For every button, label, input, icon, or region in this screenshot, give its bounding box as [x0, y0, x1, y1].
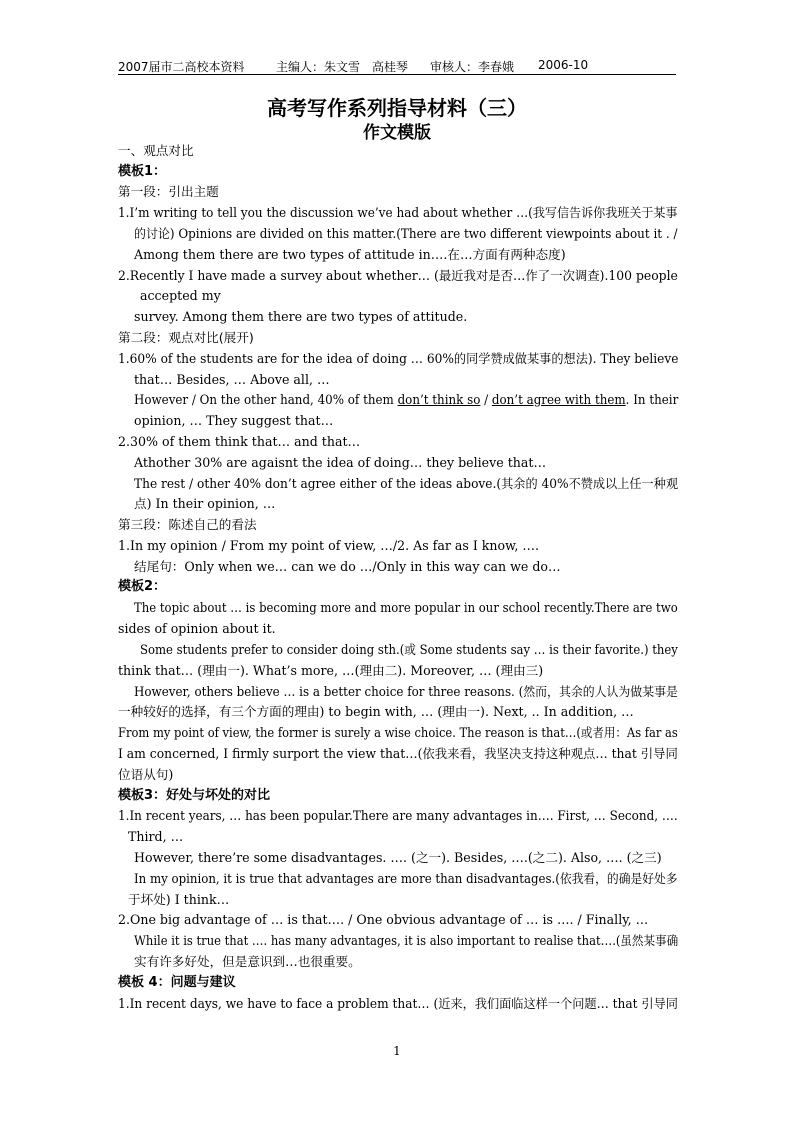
- paragraph-label: 第三段：陈述自己的看法: [118, 517, 257, 532]
- text-line: In my opinion, it is true that advantages are more than disadvantages.(依我看，的确是好处多: [134, 871, 678, 886]
- header-date: 2006-10: [538, 58, 589, 72]
- page-title: 高考写作系列指导材料（三）: [267, 96, 527, 120]
- text-line: sides of opinion about it.: [118, 621, 276, 636]
- header-rule: [118, 74, 676, 75]
- text-line: 结尾句：Only when we… can we do …/Only in this way can we do…: [134, 559, 561, 574]
- text-line: 于坏处) I think…: [128, 892, 230, 907]
- text-span: . In their: [625, 392, 679, 407]
- page-number: 1: [393, 1044, 401, 1058]
- text-line: Among them there are two types of attitude in….在…方面有两种态度): [134, 247, 566, 262]
- header-school: 2007届市二高校本资料: [118, 60, 245, 74]
- text-line: 1.In my opinion / From my point of view, …/2. As far as I know, ….: [118, 538, 540, 553]
- page-subtitle: 作文模版: [363, 123, 431, 143]
- template2-heading: 模板2：: [118, 579, 167, 594]
- section-heading: 一、观点对比: [118, 143, 194, 158]
- template4-heading: 模板 4：问题与建议: [118, 975, 236, 990]
- text-line: 2.One big advantage of … is that…. / One obvious advantage of … is …. / Finally, …: [118, 912, 649, 927]
- header-editors: 主编人：朱文雪 高桂琴: [276, 60, 409, 74]
- text-line: 一种较好的选择，有三个方面的理由) to begin with, … (理由一). Next, .. In addition, …: [118, 704, 634, 719]
- text-line: However, there’re some disadvantages. …. (之一). Besides, ….(之二). Also, …. (之三): [134, 850, 662, 865]
- text-span: /: [480, 392, 492, 407]
- text-line: 1.60% of the students are for the idea of doing … 60%的同学赞成做某事的想法). They believe: [118, 351, 679, 366]
- text-line: opinion, … They suggest that…: [134, 413, 334, 428]
- text-line: think that… (理由一). What’s more, …(理由二). Moreover, … (理由三): [118, 663, 544, 678]
- underlined-phrase: don’t think so: [397, 392, 481, 407]
- text-line: Athother 30% are agaisnt the idea of doing… they believe that…: [134, 455, 547, 470]
- text-line: 2.30% of them think that… and that…: [118, 434, 361, 449]
- text-line: 点) In their opinion, …: [134, 496, 276, 511]
- text-line: 位语从句): [118, 767, 174, 782]
- text-line: From my point of view, the former is surely a wise choice. The reason is that…(或者用：As far as: [118, 725, 678, 740]
- paragraph-label: 第一段：引出主题: [118, 184, 219, 199]
- text-line: 的讨论) Opinions are divided on this matter.(There are two different viewpoints about it . /: [134, 226, 678, 241]
- text-line: The rest / other 40% don’t agree either of the ideas above.(其余的 40%不赞成以上任一种观: [134, 476, 679, 491]
- text-line: that… Besides, … Above all, …: [134, 372, 330, 387]
- paragraph-label: 第二段：观点对比(展开): [118, 330, 254, 345]
- header-reviewer: 审核人：李春娥: [430, 60, 515, 74]
- text-line: 实有许多好处，但是意识到…也很重要。: [134, 954, 361, 969]
- text-line: Third, …: [128, 829, 184, 844]
- text-line: 2.Recently I have made a survey about whether… (最近我对是否…作了一次调查).100 people: [118, 268, 678, 283]
- text-line: Some students prefer to consider doing sth.(或 Some students say … is their favorite.) they: [140, 642, 678, 657]
- text-line: I am concerned, I firmly surport the view that…(依我来看，我坚决支持这种观点… that 引导同: [118, 746, 678, 761]
- template1-heading: 模板1：: [118, 164, 167, 179]
- text-line: accepted my: [140, 288, 221, 303]
- text-line: 1.I’m writing to tell you the discussion we’ve had about whether …(我写信告诉你我班关于某事: [118, 205, 678, 220]
- text-line: The topic about … is becoming more and more popular in our school recently.There are two: [134, 600, 678, 615]
- text-line: 1.In recent days, we have to face a problem that… (近来，我们面临这样一个问题… that 引导同: [118, 996, 678, 1011]
- template3-heading: 模板3：好处与坏处的对比: [118, 788, 271, 803]
- text-span: However / On the other hand, 40% of them: [134, 392, 394, 407]
- text-line: However, others believe … is a better choice for three reasons. (然而，其余的人认为做某事是: [134, 684, 678, 699]
- text-line: 1.In recent years, … has been popular.There are many advantages in…. First, … Second, ….: [118, 808, 678, 823]
- text-line: While it is true that …. has many advantages, it is also important to realise that….(虽然某事确: [134, 933, 679, 948]
- underlined-phrase: don’t agree with them: [491, 392, 626, 407]
- text-line: survey. Among them there are two types of attitude.: [134, 309, 468, 324]
- text-line-underlined: [134, 392, 678, 408]
